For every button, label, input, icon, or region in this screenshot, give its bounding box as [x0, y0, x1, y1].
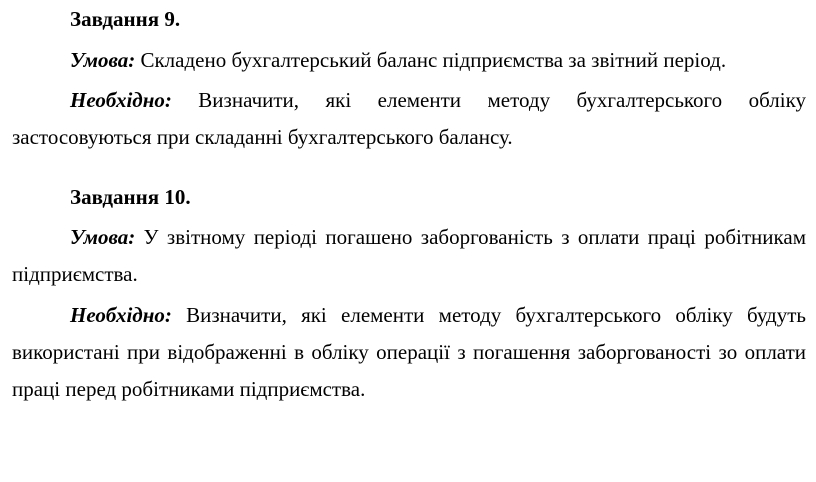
- condition-label: Умова:: [70, 225, 136, 249]
- task-requirement: [12, 82, 806, 156]
- task-title: Завдання 9.: [70, 7, 181, 31]
- task-9: [12, 4, 806, 156]
- task-condition: [12, 219, 806, 293]
- condition-text: У звітному періоді погашено заборгованість з оплати праці робітникам підприємства.: [12, 225, 806, 286]
- condition-label: Умова:: [70, 48, 136, 72]
- task-requirement: [12, 297, 806, 408]
- requirement-label: Необхідно:: [70, 88, 172, 112]
- requirement-text: Визначити, які елементи методу бухгалтерського обліку застосовуються при складанні бухгалтерського балансу.: [12, 88, 806, 149]
- task-condition: [12, 42, 806, 79]
- requirement-text: Визначити, які елементи методу бухгалтерського обліку будуть використані при відображенні в обліку операції з погашення заборгованості зо оплати праці перед робітниками підприємства.: [12, 303, 806, 401]
- document-page: [12, 0, 806, 408]
- task-title: Завдання 10.: [70, 185, 191, 209]
- requirement-label: Необхідно:: [70, 303, 172, 327]
- condition-text: Складено бухгалтерський баланс підприємства за звітний період.: [135, 48, 727, 72]
- task-10: [12, 182, 806, 408]
